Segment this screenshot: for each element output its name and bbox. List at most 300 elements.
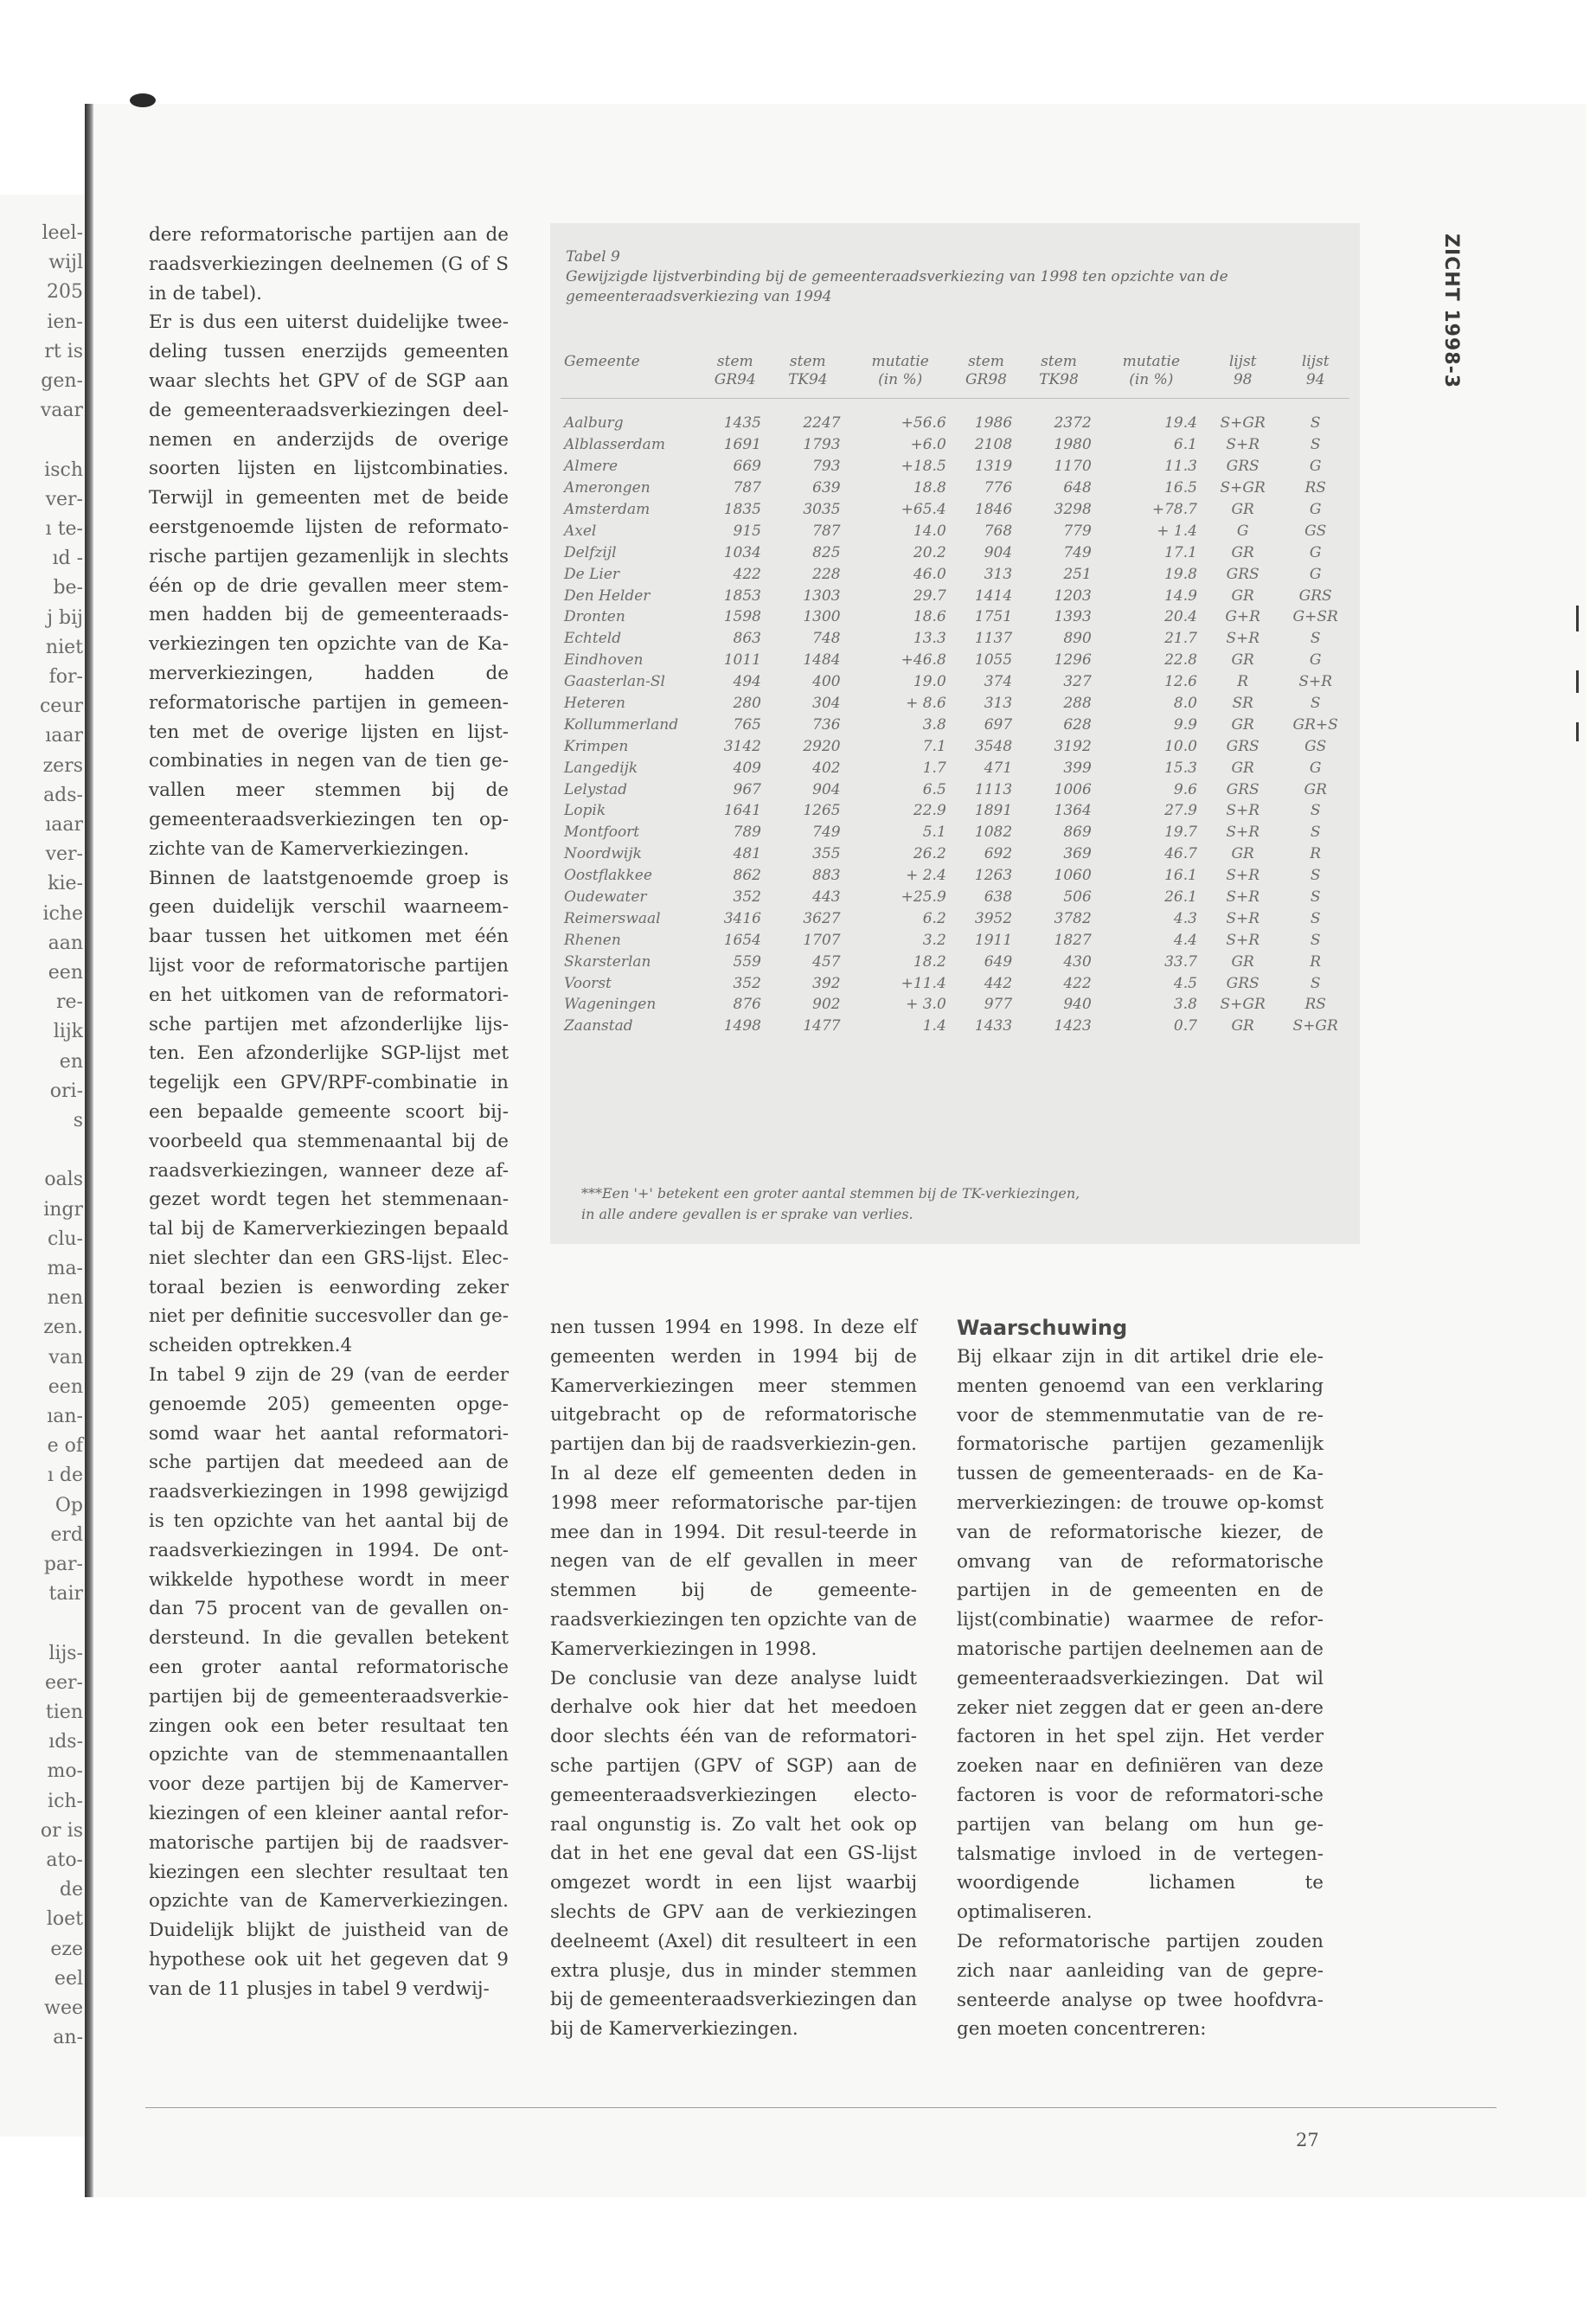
- table-row: [561, 1016, 1349, 1037]
- table-cell: G: [1309, 651, 1322, 670]
- table-cell: 18.6: [913, 608, 946, 626]
- municipality-cell: Heteren: [564, 695, 625, 713]
- column-header-line: GR94: [714, 371, 756, 388]
- table-cell: +46.8: [901, 651, 946, 670]
- table-cell: G: [1309, 458, 1322, 476]
- table-header-row: [561, 353, 1349, 399]
- facing-page-fragment: ıd -: [52, 548, 83, 570]
- edge-mark: [1576, 722, 1579, 741]
- table-cell: GR: [1231, 543, 1254, 561]
- table-cell: 776: [984, 479, 1013, 497]
- table-cell: 1.4: [922, 1017, 946, 1035]
- table-cell: 736: [812, 715, 841, 734]
- table-cell: 1423: [1054, 1017, 1092, 1035]
- table-cell: 639: [812, 479, 841, 497]
- table-cell: 18.2: [913, 952, 946, 971]
- facing-page-fragment: ori-: [49, 1080, 83, 1102]
- facing-page-fragment: ver-: [45, 843, 83, 866]
- facing-page-fragment: ads-: [43, 784, 83, 806]
- facing-page-fragment: niet: [45, 636, 83, 658]
- facing-page-fragment: ich-: [48, 1790, 83, 1812]
- table-row: [561, 735, 1349, 757]
- table-cell: 1911: [974, 931, 1013, 949]
- table-cell: S: [1310, 436, 1321, 454]
- table-cell: 19.4: [1164, 414, 1197, 433]
- table-cell: GR: [1231, 651, 1254, 670]
- table-cell: 862: [733, 867, 761, 885]
- text-column-1: [149, 221, 509, 2004]
- facing-page-fragment: een: [48, 962, 83, 984]
- municipality-cell: Axel: [564, 522, 597, 540]
- facing-page-fragment: isch: [44, 458, 83, 481]
- table-cell: 1303: [803, 586, 841, 605]
- table-cell: S+R: [1226, 436, 1260, 454]
- facing-page-fragment: tien: [45, 1702, 83, 1723]
- facing-page-fragment: iche: [42, 902, 83, 925]
- table-cell: 20.4: [1164, 608, 1197, 626]
- municipality-cell: Amsterdam: [564, 501, 651, 518]
- municipality-cell: Alblasserdam: [564, 436, 665, 454]
- table-cell: 27.9: [1164, 802, 1197, 820]
- table-cell: 9.6: [1173, 780, 1197, 798]
- table-cell: + 3.0: [906, 996, 946, 1014]
- municipality-cell: Gaasterlan-Sl: [564, 673, 665, 691]
- table-cell: 904: [812, 780, 841, 798]
- table-caption: [566, 247, 1344, 307]
- edge-mark: [1576, 606, 1579, 631]
- table-cell: 1477: [803, 1017, 841, 1035]
- column-header-line: 98: [1233, 371, 1253, 388]
- table-row: [561, 929, 1349, 951]
- table-row: [561, 606, 1349, 628]
- table-cell: R: [1237, 673, 1249, 691]
- municipality-cell: Reimerswaal: [564, 909, 661, 927]
- facing-page-fragment: kie-: [48, 873, 83, 895]
- table-cell: 26.1: [1164, 888, 1197, 907]
- table-cell: 6.2: [922, 909, 946, 927]
- column-header: [702, 353, 768, 399]
- table-cell: GR: [1231, 501, 1254, 518]
- table-cell: S+GR: [1220, 996, 1266, 1014]
- table-cell: 3627: [803, 909, 841, 927]
- table-row: [561, 628, 1349, 650]
- table-row: [561, 563, 1349, 585]
- table-cell: 352: [733, 974, 761, 992]
- table-cell: +6.0: [910, 436, 946, 454]
- facing-page-fragment: or is: [40, 1819, 83, 1842]
- table-row: [561, 779, 1349, 800]
- municipality-cell: Zaanstad: [564, 1017, 633, 1035]
- column-header-line: stem: [716, 353, 753, 370]
- column-header-line: stem: [968, 353, 1004, 370]
- paragraph: Binnen de laatstgenoemde groep is geen duidelijk verschil waarneem-baar tussen het uitkomen met één lijst voor de reformatorische partijen en het uitkomen van de reformatori-sche partijen met afzonderlijke lijs-ten. Een afzonderlijke SGP-lijst met tegelijk een GPV/RPF-combinatie in een bepaalde gemeente scoort bij-voorbeeld qua stemmenaantal bij de raadsverkiezingen, wanneer deze af-gezet wordt tegen het stemmenaan-tal bij de Kamerverkiezingen bepaald niet slechter dan een GRS-lijst. Elec-toraal bezien is eenwording zeker niet per definitie succesvoller dan ge-scheiden optrekken.4: [149, 867, 509, 1357]
- facing-page-fragment: vaar: [40, 400, 83, 422]
- column-header-line: mutatie: [1122, 353, 1181, 370]
- table-cell: GR: [1231, 845, 1254, 863]
- table-cell: S: [1310, 974, 1321, 992]
- table-cell: 1113: [974, 780, 1013, 798]
- municipality-cell: Noordwijk: [564, 845, 642, 863]
- table-cell: +25.9: [901, 888, 946, 907]
- facing-page-fragment: clu-: [48, 1227, 83, 1250]
- municipality-cell: Langedijk: [564, 759, 638, 777]
- column-header: [561, 353, 702, 399]
- table-cell: 649: [984, 952, 1013, 971]
- facing-page-fragment: ceur: [39, 695, 83, 718]
- municipality-cell: Dronten: [564, 608, 625, 626]
- table-cell: 9.9: [1173, 715, 1197, 734]
- table-row: [561, 714, 1349, 735]
- table-cell: RS: [1304, 996, 1326, 1014]
- facing-page-fragment: aan: [48, 932, 83, 954]
- facing-page-fragment: oals: [44, 1169, 83, 1191]
- table-cell: 8.0: [1173, 695, 1197, 713]
- table-row: [561, 994, 1349, 1016]
- column-header-line: lijst: [1301, 353, 1330, 370]
- table-cell: 13.3: [913, 630, 946, 648]
- table-cell: 1414: [974, 586, 1013, 605]
- municipality-cell: De Lier: [564, 565, 620, 583]
- table-cell: 22.9: [913, 802, 946, 820]
- table-cell: 1691: [723, 436, 761, 454]
- table-cell: 1891: [974, 802, 1013, 820]
- municipality-cell: Almere: [564, 458, 619, 476]
- table-cell: 1011: [723, 651, 761, 670]
- facing-page-fragment: en: [59, 1050, 83, 1073]
- column-header: [1019, 353, 1099, 399]
- table-cell: 6.1: [1173, 436, 1197, 454]
- municipality-cell: Lelystad: [564, 780, 627, 798]
- table-cell: 369: [1063, 845, 1092, 863]
- table-cell: 313: [984, 695, 1013, 713]
- table-cell: 1265: [803, 802, 841, 820]
- table-cell: 3142: [723, 737, 761, 755]
- footnote-line: in alle andere gevallen is er sprake van verlies.: [581, 1206, 913, 1222]
- table-cell: GR: [1231, 715, 1254, 734]
- table-cell: 1827: [1054, 931, 1092, 949]
- results-table: [561, 353, 1349, 1037]
- table-cell: 876: [733, 996, 761, 1014]
- municipality-cell: Echteld: [564, 630, 622, 648]
- table-cell: 765: [733, 715, 761, 734]
- table-cell: 1654: [723, 931, 761, 949]
- table-cell: 1846: [974, 501, 1013, 518]
- table-cell: 228: [812, 565, 841, 583]
- table-cell: 19.7: [1164, 824, 1197, 842]
- table-cell: 19.8: [1164, 565, 1197, 583]
- table-row: [561, 499, 1349, 521]
- table-cell: 6.5: [922, 780, 946, 798]
- table-cell: 392: [812, 974, 841, 992]
- text-column-3: [957, 1313, 1324, 2044]
- table-cell: 768: [984, 522, 1013, 540]
- facing-page-fragment: zers: [42, 754, 83, 777]
- table-cell: 1853: [723, 586, 761, 605]
- facing-page-fragment: par-: [43, 1554, 83, 1575]
- table-cell: 1263: [974, 867, 1013, 885]
- municipality-cell: Krimpen: [564, 737, 629, 755]
- table-cell: 1137: [974, 630, 1013, 648]
- table-cell: 457: [812, 952, 841, 971]
- table-cell: 2247: [803, 414, 841, 433]
- table-cell: 1364: [1054, 802, 1092, 820]
- facing-page-fragment: j bij: [47, 606, 83, 629]
- table-cell: 422: [1063, 974, 1092, 992]
- table-cell: 1751: [974, 608, 1013, 626]
- table-cell: 915: [733, 522, 761, 540]
- table-cell: S+GR: [1292, 1017, 1338, 1035]
- facing-page-fragment: erd: [50, 1523, 83, 1546]
- table-cell: + 8.6: [906, 695, 946, 713]
- table-row: [561, 456, 1349, 478]
- table-cell: 26.2: [913, 845, 946, 863]
- footnote-line: ***Een '+' betekent een groter aantal stemmen bij de TK-verkiezingen,: [581, 1185, 1080, 1202]
- table-cell: 304: [812, 695, 841, 713]
- table-cell: 669: [733, 458, 761, 476]
- footer-rule: [145, 2107, 1497, 2108]
- table-cell: R: [1310, 952, 1322, 971]
- table-cell: 748: [812, 630, 841, 648]
- paragraph: Bij elkaar zijn in dit artikel drie ele-menten genoemd van een verklaring voor de stemmenmutatie van de re-formatorische partijen gezamenlijk tussen de gemeenteraads- en de Ka-merverkiezingen: de trouwe op-komst van de reformatorische kiezer, de omvang van de reformatorische partijen in de gemeenten en de lijst(combinatie) waarmee de refor-matorische partijen deelnemen aan de gemeenteraadsverkiezingen. Dat wil zeker niet zeggen dat er geen an-dere factoren in het spel zijn. Het verder zoeken naar en definiëren van deze factoren is voor de reformatori-sche partijen van belang om hun ge-talsmatige invloed in de vertegen-woordigende lichamen te optimaliseren.: [957, 1346, 1324, 1924]
- table-cell: +18.5: [901, 458, 946, 476]
- page-number: 27: [1296, 2130, 1319, 2150]
- table-cell: 3035: [803, 501, 841, 518]
- column-header-line: stem: [789, 353, 826, 370]
- facing-page-fragment: ı de: [47, 1465, 83, 1487]
- table-row: [561, 650, 1349, 671]
- table-cell: 3192: [1054, 737, 1092, 755]
- table-cell: 1484: [803, 651, 841, 670]
- table-cell: S: [1310, 414, 1321, 433]
- table-cell: 17.1: [1164, 543, 1197, 561]
- table-cell: GR+S: [1292, 715, 1338, 734]
- facing-page-fragment: lijk: [53, 1021, 83, 1043]
- table-cell: S+R: [1226, 824, 1260, 842]
- facing-page-fragment: eze: [50, 1938, 83, 1960]
- facing-page-fragment: tair: [48, 1583, 83, 1606]
- paragraph: In tabel 9 zijn de 29 (van de eerder genoemde 205) gemeenten opge-somd waar het aantal reformatori-sche partijen dat meedeed aan de raadsverkiezingen in 1998 gewijzigd is ten opzichte van het aantal bij de raadsverkiezingen in 1994. De ont-wikkelde hypothese wordt in meer dan 75 procent van de gevallen on-dersteund. In die gevallen betekent een groter aantal reformatorische partijen bij de gemeenteraadsverkie-zingen ook een beter resultaat ten opzichte van de stemmenaantallen voor deze partijen bij de Kamerver-kiezingen of een kleiner aantal refor-matorische partijen bij de raadsver-kiezingen een slechter resultaat ten opzichte van de Kamerverkiezingen. Duidelijk blijkt de juistheid van de hypothese ook uit het gegeven dat 9 van de 11 plusjes in tabel 9 verdwij-: [149, 1364, 509, 2000]
- table-cell: GR: [1231, 586, 1254, 605]
- column-header-line: TK98: [1039, 371, 1079, 388]
- table-cell: 2920: [803, 737, 841, 755]
- table-cell: 400: [812, 673, 841, 691]
- table-cell: S: [1310, 824, 1321, 842]
- table-cell: S+R: [1298, 673, 1333, 691]
- column-header: [768, 353, 848, 399]
- table-cell: G: [1309, 501, 1322, 518]
- table-cell: 3416: [723, 909, 761, 927]
- table-cell: S+R: [1226, 802, 1260, 820]
- table-cell: 1296: [1054, 651, 1092, 670]
- edge-mark: [1576, 670, 1579, 693]
- spine-mark: [130, 93, 156, 107]
- table-cell: R: [1310, 845, 1322, 863]
- table-cell: S+GR: [1220, 479, 1266, 497]
- facing-page-fragment: nen: [47, 1287, 83, 1310]
- table-cell: RS: [1304, 479, 1326, 497]
- table-cell: 11.3: [1164, 458, 1197, 476]
- facing-page-fragment: lijs-: [48, 1642, 83, 1664]
- table-cell: GRS: [1298, 586, 1332, 605]
- facing-page-fragment: rt is: [44, 340, 83, 362]
- table-cell: 1060: [1054, 867, 1092, 885]
- table-cell: SR: [1232, 695, 1253, 713]
- table-cell: 977: [984, 996, 1013, 1014]
- table-cell: 10.0: [1164, 737, 1197, 755]
- table-cell: 3952: [974, 909, 1013, 927]
- facing-page-fragment: s: [73, 1110, 83, 1131]
- table-cell: 399: [1063, 759, 1092, 777]
- facing-page-fragment: mo-: [47, 1760, 83, 1783]
- table-cell: 20.2: [913, 543, 946, 561]
- table-cell: S: [1310, 909, 1321, 927]
- municipality-cell: Rhenen: [564, 931, 621, 949]
- table-cell: 22.8: [1164, 651, 1197, 670]
- table-row: [561, 520, 1349, 542]
- column-header-line: (in %): [1129, 371, 1174, 388]
- table-cell: 16.5: [1164, 479, 1197, 497]
- table-cell: S: [1310, 695, 1321, 713]
- table-cell: 402: [812, 759, 841, 777]
- facing-page-fragment: for-: [48, 666, 83, 688]
- facing-page-fragment: Op: [54, 1494, 83, 1516]
- table-row: [561, 865, 1349, 887]
- municipality-cell: Lopik: [564, 802, 606, 820]
- table-cell: 46.0: [913, 565, 946, 583]
- table-row: [561, 399, 1349, 434]
- table-cell: 692: [984, 845, 1013, 863]
- table-cell: 1082: [974, 824, 1013, 842]
- table-row: [561, 800, 1349, 822]
- column-header: [848, 353, 953, 399]
- running-head-text: ZICHT 1998-3: [1440, 234, 1462, 389]
- table-cell: G: [1309, 565, 1322, 583]
- facing-page-fragment: ver-: [45, 488, 83, 510]
- table-cell: GR: [1304, 780, 1327, 798]
- table-cell: GR: [1231, 759, 1254, 777]
- table-cell: S: [1310, 888, 1321, 907]
- table-cell: 409: [733, 759, 761, 777]
- table-cell: S+R: [1226, 888, 1260, 907]
- table-cell: GRS: [1226, 780, 1259, 798]
- table-cell: 2108: [974, 436, 1013, 454]
- table-row: [561, 951, 1349, 972]
- facing-page-fragment: ıaar: [45, 814, 83, 836]
- table-cell: 1986: [974, 414, 1013, 433]
- table-cell: GRS: [1226, 737, 1259, 755]
- table-cell: 33.7: [1164, 952, 1197, 971]
- facing-page-fragment: wee: [44, 1997, 83, 2019]
- table-cell: 18.8: [913, 479, 946, 497]
- table-cell: 442: [984, 974, 1013, 992]
- table-cell: 2372: [1054, 414, 1092, 433]
- table-row: [561, 542, 1349, 563]
- table-cell: 967: [733, 780, 761, 798]
- municipality-cell: Amerongen: [564, 479, 651, 497]
- table-cell: 288: [1063, 695, 1092, 713]
- table-cell: 3.8: [1173, 996, 1197, 1014]
- book-spine: [85, 104, 93, 2197]
- table-cell: GRS: [1226, 974, 1259, 992]
- table-row: [561, 907, 1349, 929]
- table-cell: 352: [733, 888, 761, 907]
- column-header: [1099, 353, 1204, 399]
- table-footnote: [581, 1183, 1325, 1225]
- table-cell: + 1.4: [1157, 522, 1197, 540]
- table-cell: 1393: [1054, 608, 1092, 626]
- running-head: [1436, 234, 1471, 433]
- table-cell: S: [1310, 931, 1321, 949]
- table-cell: 789: [733, 824, 761, 842]
- column-header-line: Gemeente: [564, 353, 640, 370]
- paragraph: dere reformatorische partijen aan de raadsverkiezingen deelnemen (G of S in de tabel).: [149, 224, 509, 304]
- municipality-cell: Wageningen: [564, 996, 657, 1014]
- facing-page-fragment: e of: [47, 1435, 83, 1458]
- table-cell: 4.3: [1173, 909, 1197, 927]
- table-cell: + 2.4: [906, 867, 946, 885]
- table-cell: +56.6: [901, 414, 946, 433]
- municipality-cell: Eindhoven: [564, 651, 644, 670]
- table-cell: 1300: [803, 608, 841, 626]
- table-cell: 787: [733, 479, 761, 497]
- section-heading: Waarschuwing: [957, 1316, 1128, 1340]
- table-cell: 1170: [1054, 458, 1092, 476]
- table-row: [561, 434, 1349, 456]
- table-cell: S: [1310, 802, 1321, 820]
- facing-page-fragment: eel: [54, 1967, 83, 1990]
- table-cell: 355: [812, 845, 841, 863]
- table-cell: 883: [812, 867, 841, 885]
- table-cell: +11.4: [901, 974, 946, 992]
- facing-page-fragment: ıaar: [45, 725, 83, 747]
- table-cell: 1793: [803, 436, 841, 454]
- paragraph: De reformatorische partijen zouden zich naar aanleiding van de gepre-senteerde analyse op twee hoofdvra-gen moeten concentreren:: [957, 1930, 1324, 2041]
- facing-page-fragment: ato-: [46, 1849, 83, 1871]
- facing-page-fragment: de: [59, 1879, 83, 1901]
- table-cell: 29.7: [913, 586, 946, 605]
- column-header: [1204, 353, 1281, 399]
- table-cell: S+R: [1226, 867, 1260, 885]
- paragraph: De conclusie van deze analyse luidt derhalve ook hier dat het meedoen door slechts één van de reformatori-sche partijen (GPV of SGP) aan de gemeenteraadsverkiezingen electo-raal ongunstig is. Zo valt het ook op dat in het ene geval dat een GS-lijst omgezet wordt in een lijst waarbij slechts de GPV aan de verkiezingen deelneemt (Axel) dit resulteert in een extra plusje, dus in minder stemmen bij de gemeenteraadsverkiezingen dan bij de Kamerverkiezingen.: [550, 1667, 917, 2041]
- municipality-cell: Aalburg: [564, 414, 624, 433]
- table-cell: 779: [1063, 522, 1092, 540]
- table-cell: 628: [1063, 715, 1092, 734]
- table-row: [561, 843, 1349, 865]
- table-cell: G+SR: [1292, 608, 1338, 626]
- facing-page-fragment: een: [48, 1375, 83, 1398]
- table-title: Gewijzigde lijstverbinding bij de gemeenteraadsverkiezing van 1998 ten opzichte van de gemeenteraadsverkiezing van 1994: [566, 268, 1228, 305]
- table-cell: 1598: [723, 608, 761, 626]
- paragraph: nen tussen 1994 en 1998. In deze elf gemeenten werden in 1994 bij de Kamerverkiezingen meer stemmen uitgebracht op de reformatorische partijen dan bij de raadsverkiezin-gen. In al deze elf gemeenten deden in 1998 meer reformatorische par-tijen mee dan in 1994. Dit resul-teerde in negen van de elf gevallen in meer stemmen bij de gemeente-raadsverkiezingen ten opzichte van de Kamerverkiezingen in 1998.: [550, 1317, 917, 1660]
- table-cell: 14.9: [1164, 586, 1197, 605]
- table-cell: 1498: [723, 1017, 761, 1035]
- table-cell: 749: [1063, 543, 1092, 561]
- facing-page-fragment: ien-: [47, 311, 83, 333]
- column-header-line: 94: [1305, 371, 1325, 388]
- table-cell: 1203: [1054, 586, 1092, 605]
- table-cell: 1435: [723, 414, 761, 433]
- table-row: [561, 757, 1349, 779]
- table-cell: 787: [812, 522, 841, 540]
- paragraph: Er is dus een uiterst duidelijke twee-deling tussen enerzijds gemeenten waar slechts het GPV of de SGP aan de gemeenteraadsverkiezingen deel-nemen en anderzijds de overige soorten lijsten en lijstcombinaties. Terwijl in gemeenten met de beide eerstgenoemde lijsten de reformato-rische partijen gezamenlijk in slechts één op de drie gevallen meer stem-men hadden bij de gemeenteraads-verkiezingen ten opzichte van de Ka-merverkiezingen, hadden de reformatorische partijen in gemeen-ten met de overige lijsten en lijst-combinaties in negen van de tien ge-vallen meer stemmen bij de gemeenteraadsverkiezingen ten op-zichte van de Kamerverkiezingen.: [149, 311, 509, 860]
- facing-page-fragment: zen.: [43, 1317, 83, 1339]
- table-cell: 1707: [803, 931, 841, 949]
- table-cell: 4.5: [1173, 974, 1197, 992]
- table-cell: 3.8: [922, 715, 946, 734]
- table-cell: GS: [1304, 737, 1327, 755]
- facing-page-fragment: loet: [46, 1908, 83, 1931]
- table-cell: 7.1: [922, 737, 946, 755]
